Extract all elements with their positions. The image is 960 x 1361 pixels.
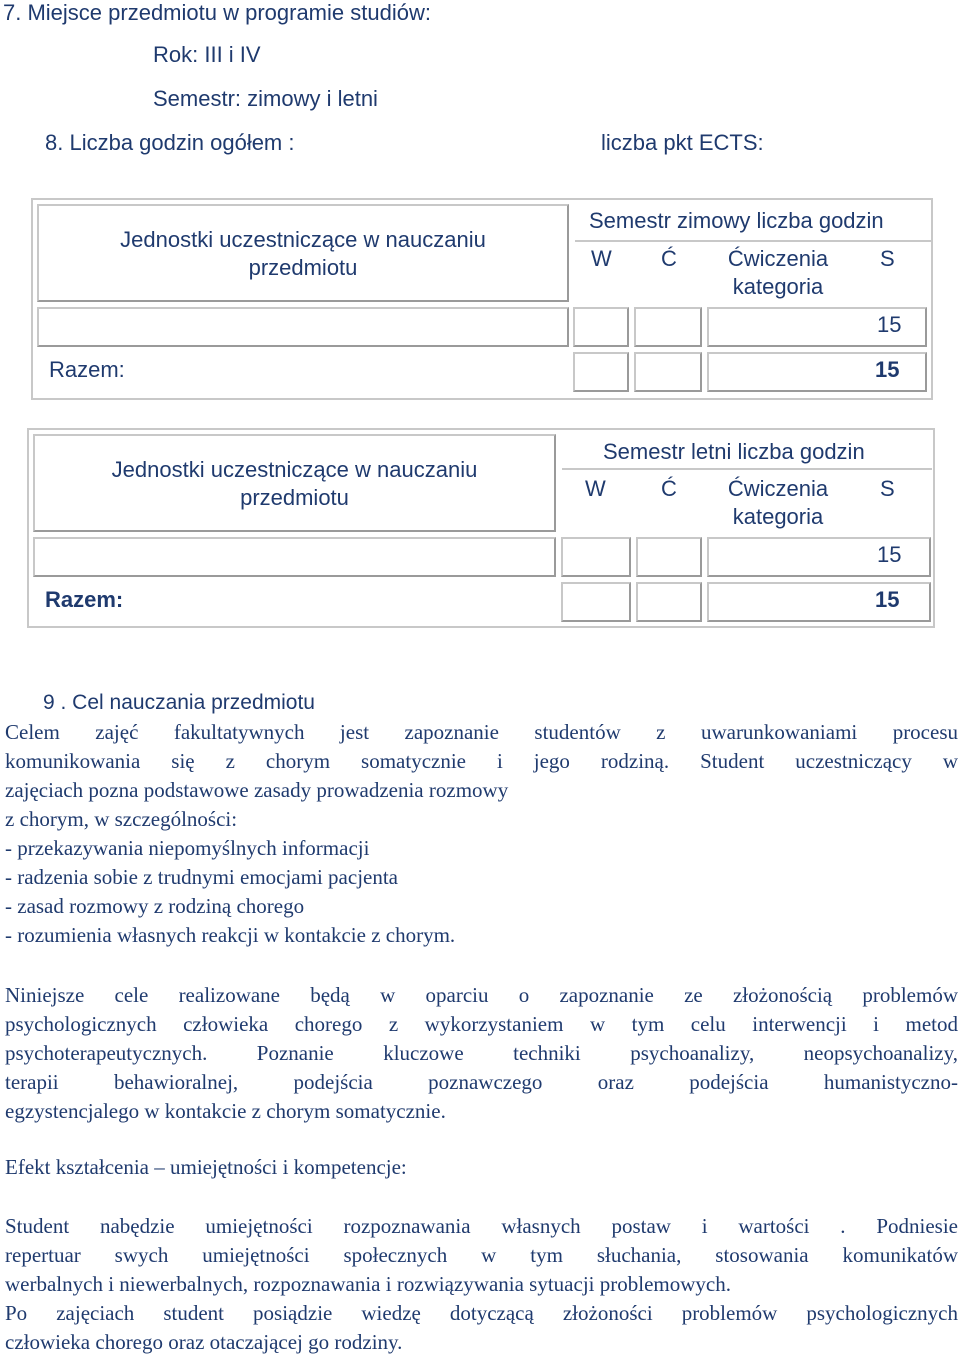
total-c-cell [634, 352, 702, 392]
paragraph-line: człowieka chorego oraz otaczającej go rodziny. [5, 1330, 403, 1354]
list-item: - przekazywania niepomyślnych informacji [5, 836, 370, 860]
col-cw-header-line1: Ćwiczenia [727, 246, 829, 271]
col-s-header: S [880, 476, 895, 501]
col-cw-header-line2: kategoria [732, 504, 824, 529]
units-header-line2: przedmiotu [240, 485, 349, 510]
list-item: - zasad rozmowy z rodziną chorego [5, 894, 305, 918]
c-cell [636, 537, 702, 577]
header-divider [575, 236, 931, 242]
section-8-heading: 8. Liczba godzin ogółem : [45, 130, 295, 155]
paragraph-line: werbalnych i niewerbalnych, rozpoznawania i rozwiązywania sytuacji problemowych. [5, 1272, 731, 1296]
paragraph-line: terapii behawioralnej, podejścia poznawczego oraz podejścia humanistyczno- [5, 1070, 958, 1094]
total-s-value: 15 [875, 357, 900, 382]
semester-header: Semestr zimowy liczba godzin [589, 208, 884, 233]
paragraph-line: komunikowania się z chorym somatycznie i jego rodziną. Student uczestniczący w [5, 749, 958, 773]
w-cell [573, 307, 629, 347]
unit-name-cell [33, 537, 556, 577]
section-9-heading: 9 . Cel nauczania przedmiotu [43, 691, 315, 714]
year-info: Rok: III i IV [153, 42, 261, 67]
paragraph-line: z chorym, w szczególności: [5, 807, 238, 831]
paragraph-line: Niniejsze cele realizowane będą w oparciu o zapoznanie ze złożonością problemów [5, 983, 958, 1007]
total-w-cell [561, 582, 631, 622]
total-c-cell [636, 582, 702, 622]
list-item: - radzenia sobie z trudnymi emocjami pacjenta [5, 865, 399, 889]
paragraph-line: zajęciach pozna podstawowe zasady prowadzenia rozmowy [5, 778, 509, 802]
ects-label: liczba pkt ECTS: [601, 130, 764, 155]
objective-paragraph [5, 718, 958, 950]
c-cell [634, 307, 702, 347]
paragraph-line: Po zajęciach student posiądzie wiedzę dotyczącą złożoności problemów psychologicznych [5, 1301, 958, 1325]
units-header-line1: Jednostki uczestniczące w nauczaniu [111, 457, 478, 482]
list-item: - rozumienia własnych reakcji w kontakcie z chorym. [5, 923, 456, 947]
col-s-header: S [880, 246, 895, 271]
semester-info: Semestr: zimowy i letni [153, 86, 378, 111]
col-w-header: W [591, 246, 612, 271]
paragraph-line: Celem zajęć fakultatywnych jest zapoznanie studentów z uwarunkowaniami procesu [5, 720, 958, 744]
section-7-heading: 7. Miejsce przedmiotu w programie studiów: [3, 0, 431, 25]
paragraph-line: psychologicznych człowieka chorego z wykorzystaniem w tym celu interwencji i metod [5, 1012, 958, 1036]
col-c-header: Ć [661, 246, 677, 271]
paragraph-line: psychoterapeutycznych. Poznanie kluczowe techniki psychoanalizy, neopsychoanalizy, [5, 1041, 958, 1065]
col-cw-header-line1: Ćwiczenia [727, 476, 829, 501]
learning-outcome-heading: Efekt kształcenia – umiejętności i kompetencje: [5, 1155, 407, 1179]
units-header-line1: Jednostki uczestniczące w nauczaniu [120, 227, 486, 252]
col-c-header: Ć [661, 476, 677, 501]
unit-name-cell [37, 307, 569, 347]
row-s-value: 15 [877, 312, 902, 337]
row-s-value: 15 [877, 542, 902, 567]
header-divider [562, 464, 932, 470]
paragraph-line: egzystencjalego w kontakcie z chorym somatycznie. [5, 1099, 446, 1123]
total-label: Razem: [49, 357, 125, 382]
col-w-header: W [585, 476, 606, 501]
paragraph-line: repertuar swych umiejętności społecznych w tym słuchania, stosowania komunikatów [5, 1243, 958, 1267]
paragraph-line: Student nabędzie umiejętności rozpoznawania własnych postaw i wartości . Podniesie [5, 1214, 958, 1238]
units-header-line2: przedmiotu [248, 255, 358, 280]
col-cw-header-line2: kategoria [732, 274, 824, 299]
w-cell [561, 537, 631, 577]
total-s-value: 15 [875, 587, 900, 612]
total-label: Razem: [45, 587, 124, 612]
outcome-paragraph [5, 1212, 958, 1357]
methods-paragraph [5, 981, 958, 1126]
total-w-cell [573, 352, 629, 392]
semester-header: Semestr letni liczba godzin [603, 439, 865, 464]
